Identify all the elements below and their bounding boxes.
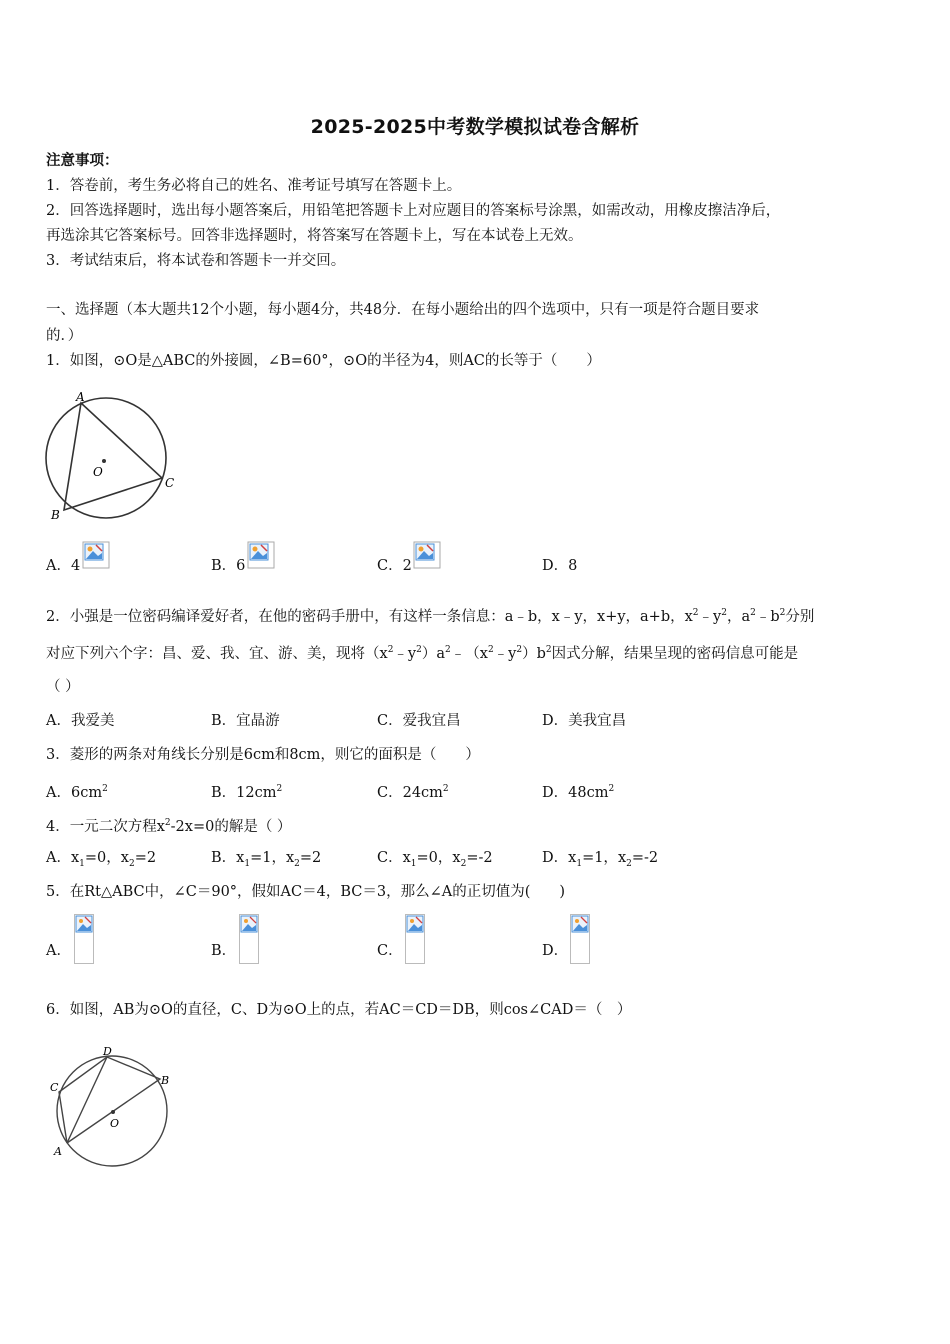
q1-label-c: C (165, 476, 175, 490)
question-4-text (46, 813, 908, 837)
q2-sup: 2 (779, 608, 786, 618)
q6-label-b: B (161, 1074, 170, 1087)
broken-image-icon (74, 914, 94, 964)
broken-image-icon (405, 914, 425, 964)
q4-sub: 2 (626, 858, 632, 869)
q1-option-a[interactable]: A．4 (46, 558, 81, 574)
q2-text-part: ﹣b (755, 608, 780, 625)
q3-option-a-label: A．6cm (46, 784, 103, 801)
broken-image-icon (82, 541, 110, 569)
notice-item-2: 2．回答选择题时，选出每小题答案后，用铅笔把答题卡上对应题目的答案标号涂黑，如需改动，用橡皮擦洁净后， (46, 203, 781, 219)
q4-var: x (402, 850, 411, 866)
notice-item-1: 1．答卷前，考生务必将自己的姓名、准考证号填写在答题卡上。 (46, 178, 462, 194)
q2-text-part: 对应下列六个字：昌、爱、我、宜、游、美，现将（x (46, 645, 388, 662)
q1-label-b: B (51, 508, 60, 522)
q4-sub: 2 (128, 858, 135, 869)
q2-text-part: ﹣（x (450, 645, 488, 662)
q4-val: =-2 (466, 850, 493, 866)
question-2-line-2 (46, 640, 908, 664)
q4-sub: 1 (79, 858, 85, 869)
q2-option-c[interactable]: C．爱我宜昌 (377, 713, 461, 729)
q1-option-b[interactable]: B．6 (211, 558, 246, 574)
q2-sup: 2 (692, 608, 699, 618)
question-3-text: 3．菱形的两条对角线长分别是6cm和8cm，则它的面积是（ ） (46, 747, 480, 763)
q4-var: x (285, 850, 295, 866)
q2-text-part: ﹣y (493, 645, 517, 662)
q6-label-d: D (103, 1045, 112, 1058)
question-2-line-3: （ ） (46, 679, 80, 695)
q1-label-o: O (93, 465, 103, 479)
q4-sub: 1 (576, 858, 583, 869)
q2-text-part: ，a (726, 608, 751, 625)
question-1-text: 1．如图，⊙O是△ABC的外接圆，∠B=60°，⊙O的半径为4，则AC的长等于（ ） (46, 353, 601, 369)
q2-sup: 2 (487, 645, 494, 655)
q4-val: =0， (416, 850, 453, 866)
q4-option-a[interactable] (46, 848, 156, 874)
notice-item-2-cont: 再选涂其它答案标号。回答非选择题时，将答案写在答题卡上，写在本试卷上无效。 (46, 228, 583, 244)
q6-chord-ad (67, 1057, 107, 1143)
broken-image-icon (247, 541, 275, 569)
section-heading-cont: 的．） (46, 328, 83, 344)
q3-sup: 2 (276, 784, 283, 794)
q2-text-part: 2．小强是一位密码编译爱好者，在他的密码手册中，有这样一条信息：a﹣b，x﹣y，x+y，a+b，x (46, 608, 693, 625)
q2-option-b[interactable]: B．宜晶游 (211, 713, 280, 729)
q2-sup: 2 (445, 645, 451, 655)
q4-sub: 2 (294, 858, 300, 869)
q6-circle-figure (44, 1040, 184, 1175)
q3-sup: 2 (442, 784, 449, 794)
notice-heading: 注意事项： (46, 152, 119, 169)
q4-val: =0， (84, 850, 121, 866)
q4-val: =1， (582, 850, 618, 866)
broken-image-icon (570, 914, 590, 964)
q3-option-c[interactable] (377, 779, 449, 803)
q5-option-c[interactable]: C． (377, 943, 403, 959)
q2-sup: 2 (416, 645, 422, 655)
q2-text-part: ﹣y (393, 645, 417, 662)
q2-sup: 2 (545, 645, 552, 655)
broken-image-icon (239, 914, 259, 964)
q1-circle (46, 398, 166, 518)
notice-item-3: 3．考试结束后，将本试卷和答题卡一并交回。 (46, 253, 346, 269)
q6-label-o: O (110, 1117, 120, 1130)
q1-center-point (102, 459, 106, 463)
q2-text-part: ）a (421, 645, 446, 662)
q4-val: =1， (250, 850, 286, 866)
q4-var: x (568, 850, 577, 866)
q4-val: =2 (299, 850, 322, 866)
q3-option-d-label: D．48cm (542, 784, 609, 801)
q1-label-a: A (76, 390, 85, 404)
q4-sup: 2 (164, 818, 171, 828)
q2-text-part: ﹣y (698, 608, 722, 625)
q3-option-d[interactable] (542, 779, 614, 803)
page-title: 2025-2025中考数学模拟试卷含解析 (310, 116, 640, 138)
q4-val: =2 (134, 850, 157, 866)
q4-option-b[interactable] (211, 848, 321, 874)
q4-sub: 2 (460, 858, 467, 869)
q4-opt-label: A． (46, 850, 71, 866)
question-5-text: 5．在Rt△ABC中，∠C＝90°，假如AC＝4，BC＝3，那么∠A的正切值为( ) (46, 884, 566, 900)
q4-option-c[interactable] (377, 848, 493, 874)
q1-option-d[interactable]: D．8 (542, 558, 578, 574)
broken-image-icon (413, 541, 441, 569)
q4-text-part: 4．一元二次方程x (46, 818, 165, 835)
q2-option-a[interactable]: A．我爱美 (46, 713, 115, 729)
question-2-line-1 (46, 603, 908, 627)
q4-var: x (236, 850, 245, 866)
q4-sub: 1 (410, 858, 417, 869)
q4-var: x (617, 850, 627, 866)
section-heading: 一、选择题（本大题共12个小题，每小题4分，共48分．在每小题给出的四个选项中，只有一项是符合题目要求 (46, 302, 760, 318)
q4-var: x (70, 850, 80, 866)
q4-opt-label: C． (377, 850, 403, 866)
q4-opt-label: B． (211, 850, 237, 866)
q4-var: x (452, 850, 461, 866)
q2-sup: 2 (516, 645, 523, 655)
question-6-text: 6．如图，AB为⊙O的直径，C、D为⊙O上的点，若AC＝CD＝DB，则cos∠CAD＝（ ） (46, 1002, 632, 1018)
q2-text-part: ）b (522, 645, 546, 662)
q3-option-b-label: B．12cm (211, 784, 277, 801)
q4-var: x (120, 850, 129, 866)
q1-circle-figure (40, 388, 180, 528)
q2-sup: 2 (721, 608, 727, 618)
q2-option-d[interactable]: D．美我宜昌 (542, 713, 627, 729)
q5-option-a[interactable]: A． (46, 943, 71, 959)
q2-text-part: 因式分解，结果呈现的密码信息可能是 (551, 645, 799, 662)
q5-option-b[interactable]: B． (211, 943, 237, 959)
q1-option-c[interactable]: C．2 (377, 558, 412, 574)
q6-label-c: C (50, 1081, 59, 1094)
q4-sub: 1 (244, 858, 251, 869)
q4-text-part: -2x=0的解是（ ） (170, 818, 292, 835)
q6-label-a: A (54, 1145, 62, 1158)
q3-sup: 2 (102, 784, 108, 794)
q4-val: =-2 (631, 850, 659, 866)
q4-opt-label: D． (542, 850, 569, 866)
q3-sup: 2 (608, 784, 615, 794)
q1-triangle (64, 403, 162, 510)
q2-text-part: 分别 (785, 608, 815, 625)
q6-center-point (111, 1110, 115, 1114)
q3-option-a[interactable] (46, 779, 108, 803)
q6-chords (59, 1057, 160, 1143)
q5-option-d[interactable]: D． (542, 943, 569, 959)
q3-option-c-label: C．24cm (377, 784, 443, 801)
q3-option-b[interactable] (211, 779, 282, 803)
q4-option-d[interactable] (542, 848, 658, 874)
q2-sup: 2 (387, 645, 394, 655)
q2-sup: 2 (750, 608, 756, 618)
